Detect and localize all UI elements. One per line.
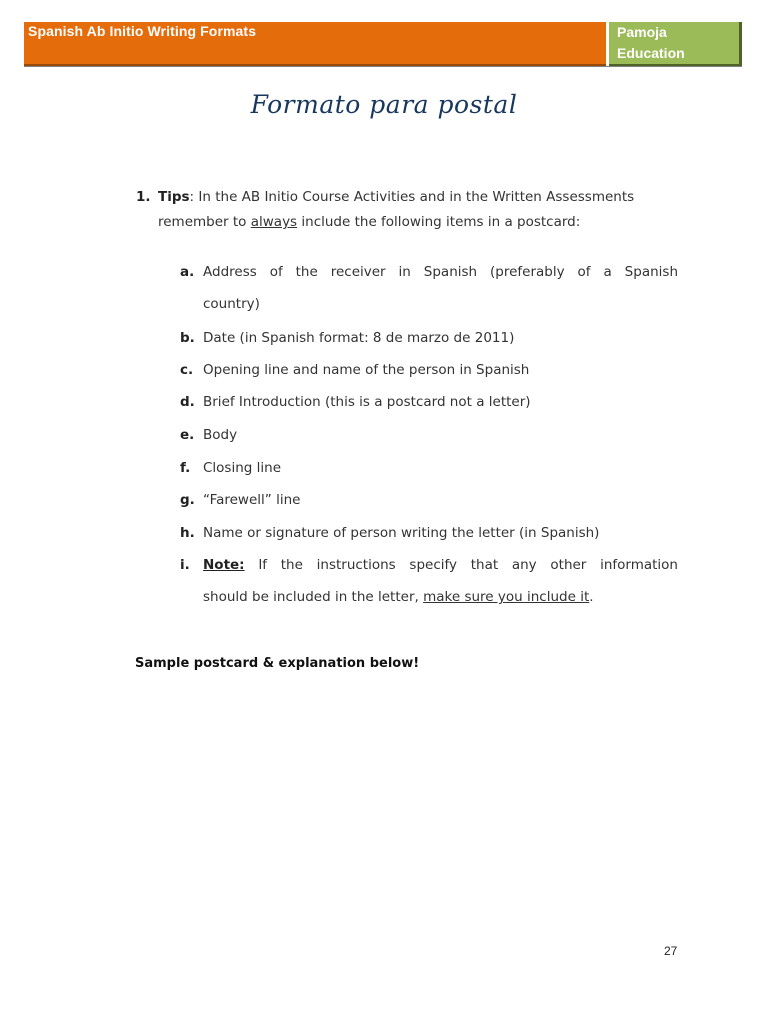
list-item-text: Brief Introduction (this is a postcard not a letter) [203, 394, 531, 410]
header-publisher-line1: Pamoja [617, 24, 667, 40]
sample-postcard-note: Sample postcard & explanation below! [135, 656, 420, 671]
list-item-text-continued: country) [203, 296, 260, 312]
list-item-letter: c. [180, 362, 194, 378]
page-title: Formato para postal [250, 90, 518, 119]
page-header [24, 22, 742, 66]
list-item-letter: g. [180, 492, 195, 508]
header-divider [24, 66, 742, 67]
tips-line1-text: : In the AB Initio Course Activities and in the Written Assessments [189, 189, 635, 205]
tips-line-1 [158, 189, 677, 205]
list-item-text: “Farewell” line [203, 492, 301, 508]
list-item-letter: b. [180, 330, 195, 346]
list-item-text: Date (in Spanish format: 8 de marzo de 2011) [203, 330, 515, 346]
note-label: Note: [203, 557, 245, 573]
list-item-letter: i. [180, 557, 190, 573]
tips-line-2 [158, 214, 580, 230]
header-publisher-band [609, 22, 742, 66]
page-number: 27 [664, 944, 678, 958]
list-item-text: Name or signature of person writing the letter (in Spanish) [203, 525, 600, 541]
tips-number: 1. [136, 189, 151, 205]
tips-label: Tips [158, 189, 190, 205]
list-item-letter: f. [180, 460, 191, 476]
list-item-text: Closing line [203, 460, 282, 476]
tips-emphasis-always: always [250, 214, 298, 230]
list-item-letter: h. [180, 525, 195, 541]
list-item-letter: a. [180, 264, 195, 280]
tips-line2-pre: remember to [158, 214, 251, 230]
list-item-letter: d. [180, 394, 195, 410]
list-item-text [203, 557, 678, 573]
header-publisher-line2: Education [617, 45, 685, 61]
header-course-band [24, 22, 606, 66]
note-text: If the instructions specify that any other information [244, 557, 678, 573]
header-publisher-name [617, 22, 685, 64]
list-item-letter: e. [180, 427, 195, 443]
note-emphasis: make sure you include it [423, 589, 590, 605]
tips-line2-post: include the following items in a postcard: [297, 214, 581, 230]
note-line2-pre: should be included in the letter, [203, 589, 424, 605]
list-item-text: Address of the receiver in Spanish (preferably of a Spanish [203, 264, 678, 280]
list-item-text: Opening line and name of the person in Spanish [203, 362, 530, 378]
list-item-text-continued [203, 589, 678, 605]
header-course-title: Spanish Ab Initio Writing Formats [28, 23, 257, 39]
list-item-text: Body [203, 427, 238, 443]
note-line2-post: . [589, 589, 594, 605]
